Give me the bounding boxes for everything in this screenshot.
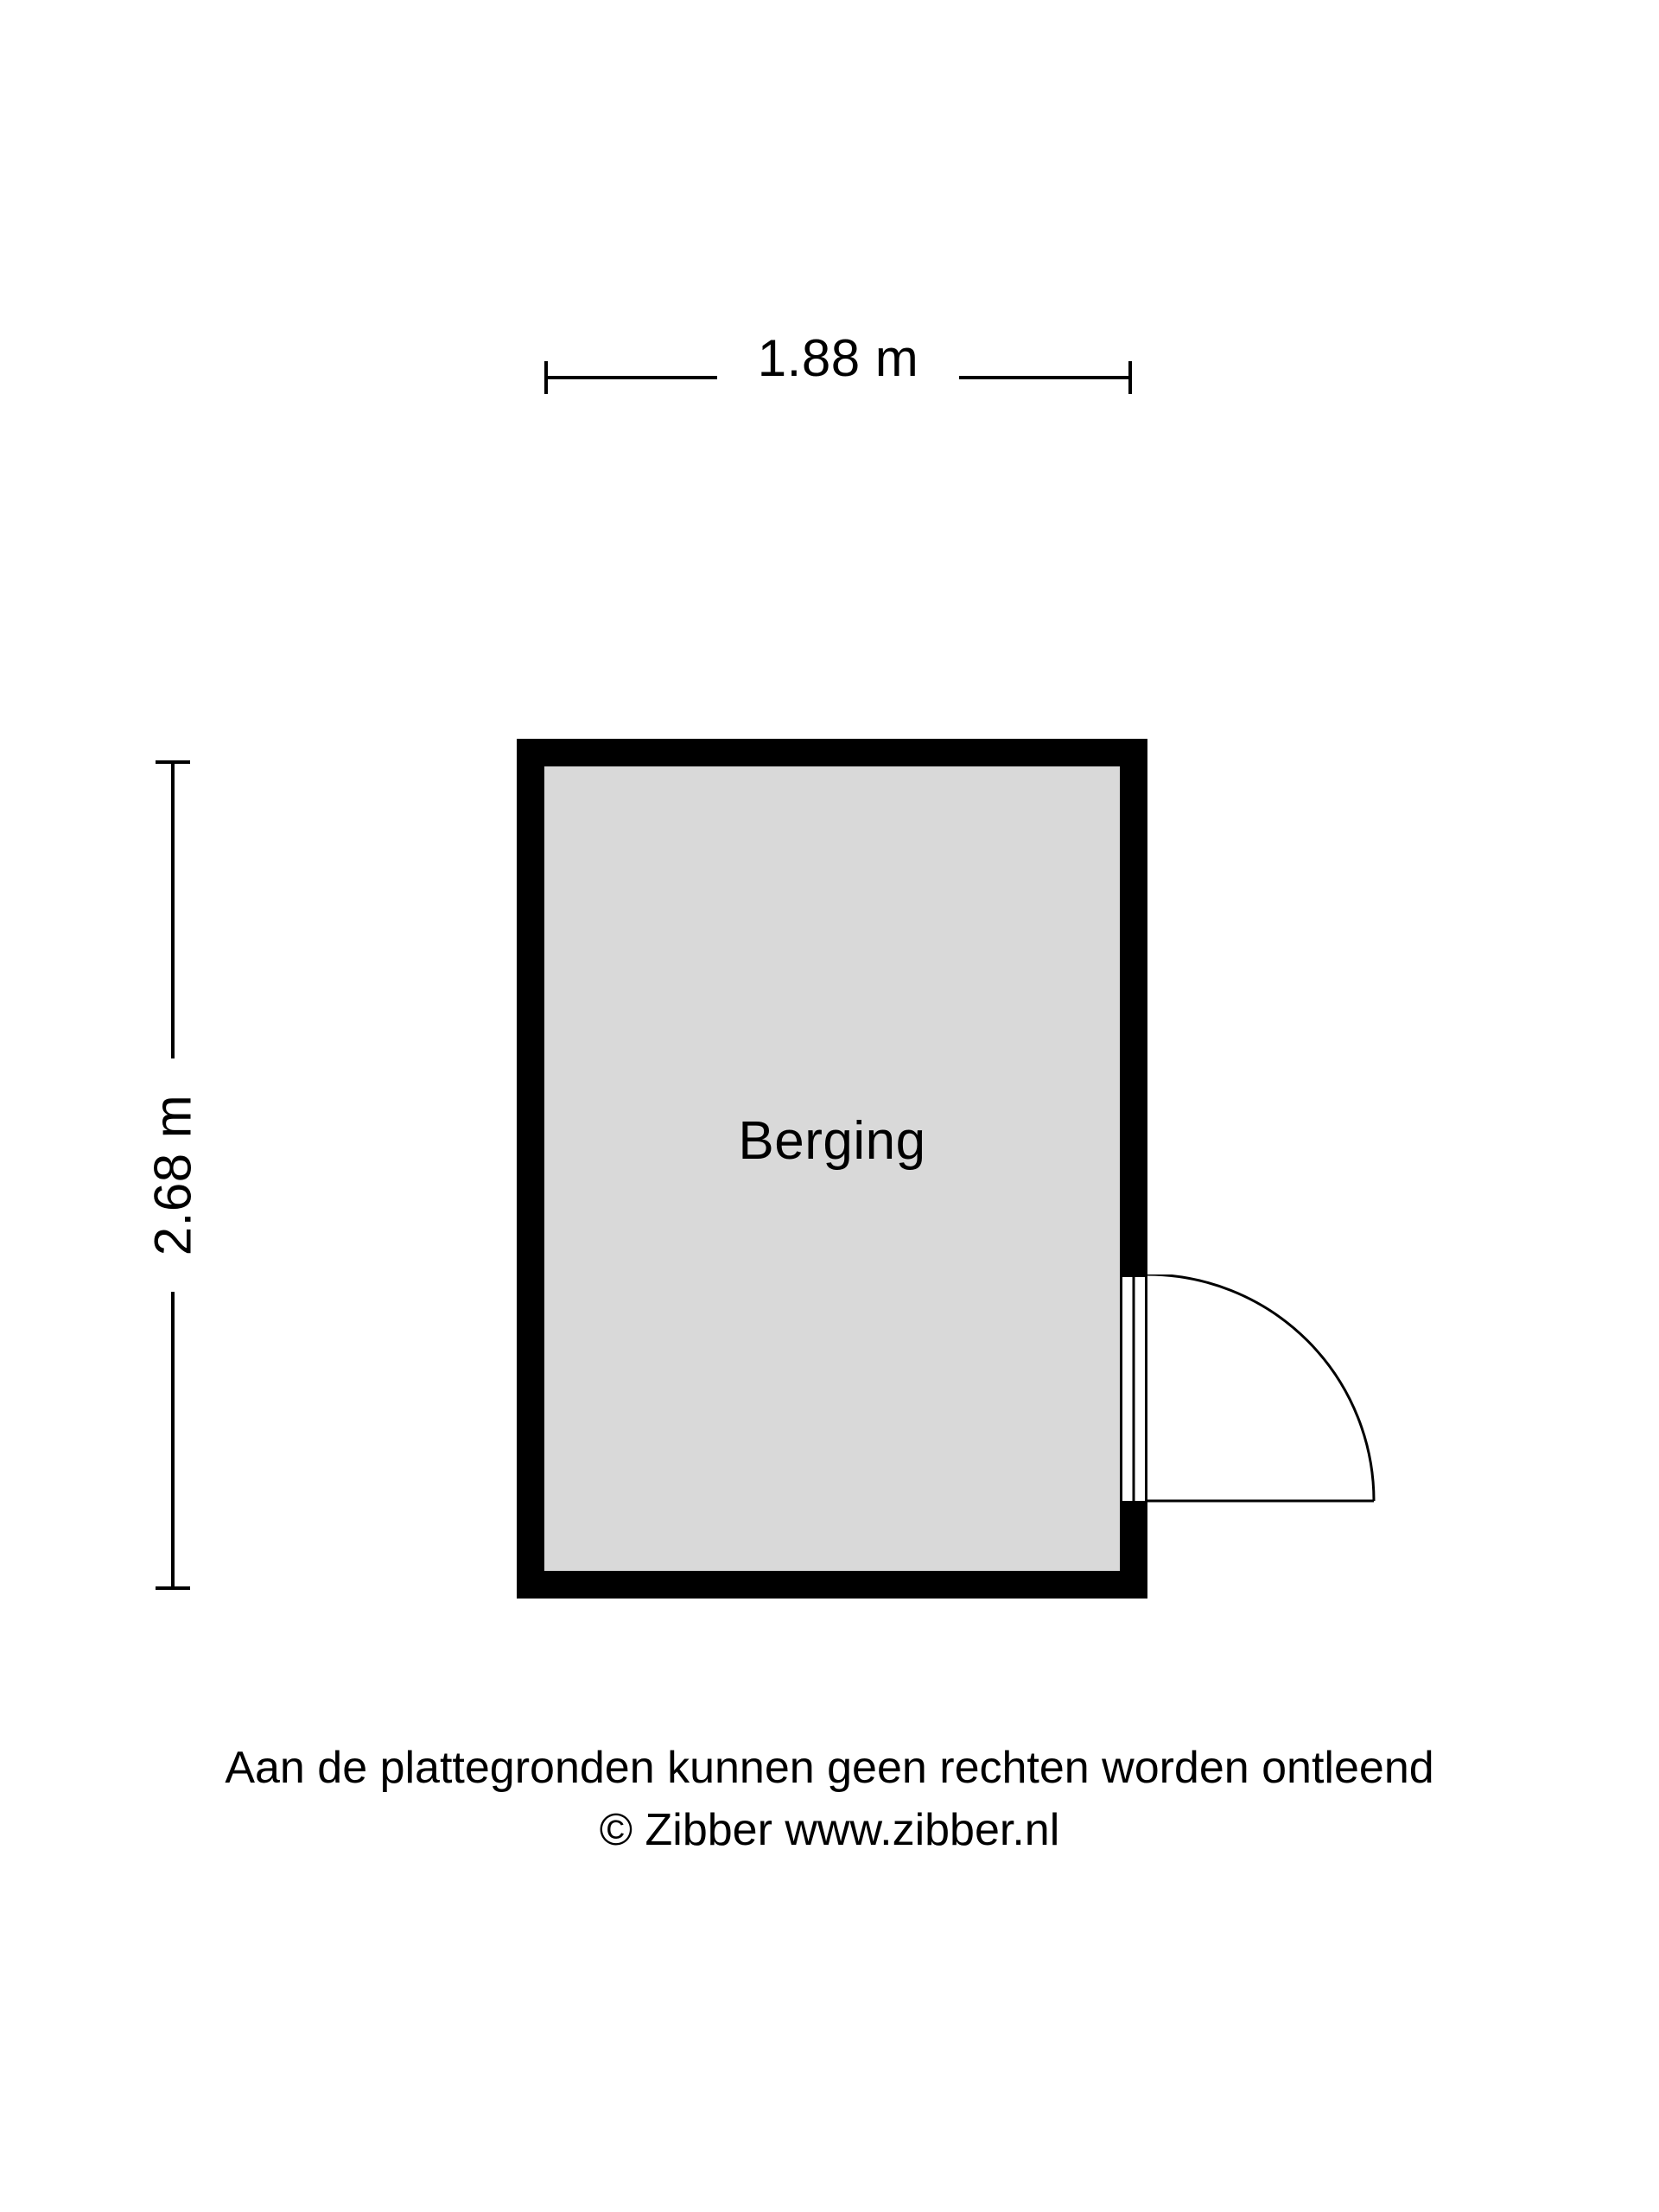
height-dimension-bottom-line [171,1292,175,1590]
footer-copyright: © Zibber www.zibber.nl [599,1805,1060,1855]
height-dimension-bottom-cap [156,1586,190,1590]
room-label-berging: Berging [738,1111,926,1171]
width-dimension-right-cap [1128,361,1132,394]
height-dimension-top-line [171,760,175,1058]
width-dimension-right-line [959,376,1132,379]
footer [0,1737,1659,1861]
height-dimension-label: 2.68 m [143,1094,202,1256]
door-icon [1120,1274,1147,1503]
height-dimension [121,760,225,1590]
width-dimension [544,328,1132,406]
door-swing-arc-icon [1147,1274,1376,1503]
floorplan-drawing [517,739,1147,1599]
footer-disclaimer: Aan de plattegronden kunnen geen rechten worden ontleend [225,1743,1434,1793]
width-dimension-label: 1.88 m [757,329,919,387]
